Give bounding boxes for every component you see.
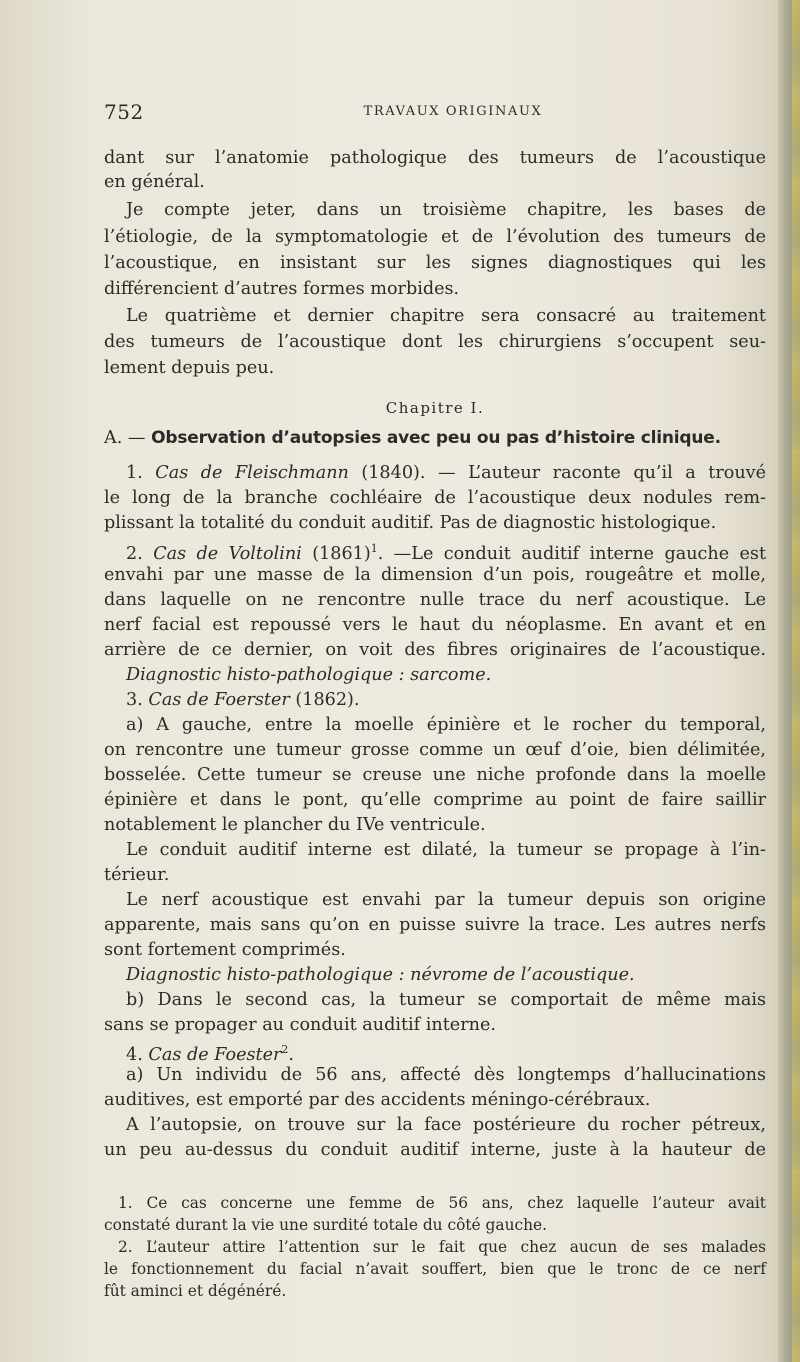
- body-line: l’étiologie, de la symptomatologie et de l’évolution des tumeurs de: [104, 227, 766, 247]
- case-name: Cas de Voltolini: [153, 543, 302, 564]
- page-header: [104, 100, 766, 124]
- body-line: sans se propager au conduit auditif interne.: [104, 1015, 496, 1035]
- body-line: des tumeurs de l’acoustique dont les chirurgiens s’occupent seu-: [104, 332, 766, 352]
- case-name: Cas de Foester: [148, 1044, 282, 1065]
- case-number: 4.: [126, 1044, 143, 1065]
- body-line: notablement le plancher du IVe ventricule.: [104, 815, 486, 835]
- case-punct: .: [288, 1044, 294, 1065]
- case-3-heading: [104, 689, 766, 711]
- footnote: le fonctionnement du facial n’avait souffert, bien que le tronc de ce nerf: [104, 1260, 766, 1278]
- body-line: Le conduit auditif interne est dilaté, la tumeur se propage à l’in-: [126, 840, 766, 860]
- diagnosis: Diagnostic histo-pathologique : sarcome.: [126, 665, 492, 685]
- body-line: b) Dans le second cas, la tumeur se comportait de même mais: [126, 990, 766, 1010]
- book-edge-strip: [792, 0, 800, 1362]
- body-line: auditives, est emporté par des accidents méningo-cérébraux.: [104, 1090, 651, 1110]
- body-line: Je compte jeter, dans un troisième chapitre, les bases de: [126, 200, 766, 220]
- diagnosis: Diagnostic histo-pathologique : névrome de l’acoustique.: [126, 965, 635, 985]
- body-line: Le nerf acoustique est envahi par la tumeur depuis son origine: [126, 890, 766, 910]
- body-line: dant sur l’anatomie pathologique des tumeurs de l’acoustique: [104, 148, 766, 168]
- footnote: 1. Ce cas concerne une femme de 56 ans, chez laquelle l’auteur avait: [118, 1194, 766, 1212]
- body-line: bosselée. Cette tumeur se creuse une niche profonde dans la moelle: [104, 765, 766, 785]
- body-line: sont fortement comprimés.: [104, 940, 346, 960]
- case-year: (1862).: [295, 690, 360, 710]
- section-prefix: A. —: [104, 428, 146, 448]
- case-text: . —Le conduit auditif interne gauche est: [377, 543, 767, 564]
- footnote: 2. L’auteur attire l’attention sur le fait que chez aucun de ses malades: [118, 1238, 766, 1256]
- running-head: TRAVAUX ORIGINAUX: [363, 104, 543, 119]
- chapter-heading: Chapitre I.: [385, 399, 485, 417]
- body-line: A l’autopsie, on trouve sur la face postérieure du rocher pétreux,: [126, 1115, 766, 1135]
- body-line: plissant la totalité du conduit auditif. Pas de diagnostic histologique.: [104, 513, 717, 533]
- body-line: le long de la branche cochléaire de l’acoustique deux nodules rem-: [104, 488, 766, 508]
- case-4-heading: [104, 1039, 766, 1066]
- case-2-heading: [104, 538, 766, 565]
- body-line: épinière et dans le pont, qu’elle comprime au point de faire saillir: [104, 790, 766, 810]
- page-number: 752: [104, 100, 144, 124]
- body-line: l’acoustique, en insistant sur les signes diagnostiques qui les: [104, 253, 766, 273]
- body-line: différencient d’autres formes morbides.: [104, 279, 460, 299]
- body-line: Le quatrième et dernier chapitre sera consacré au traitement: [126, 306, 766, 326]
- body-line: en général.: [104, 172, 205, 192]
- body-line: a) Un individu de 56 ans, affecté dès longtemps d’hallucinations: [126, 1065, 766, 1085]
- footnote: fût aminci et dégénéré.: [104, 1282, 287, 1300]
- case-name: Cas de Foerster: [148, 690, 290, 710]
- case-name: Cas de Fleischmann: [155, 463, 349, 483]
- section-heading: [104, 427, 766, 449]
- case-number: 3.: [126, 690, 143, 710]
- body-line: envahi par une masse de la dimension d’un pois, rougeâtre et molle,: [104, 565, 766, 585]
- body-line: apparente, mais sans qu’on en puisse suivre la trace. Les autres nerfs: [104, 915, 766, 935]
- section-title: Observation d’autopsies avec peu ou pas d’histoire clinique.: [151, 428, 721, 448]
- case-text: — L’auteur raconte qu’il a trouvé: [437, 463, 767, 483]
- body-line: a) A gauche, entre la moelle épinière et le rocher du temporal,: [126, 715, 766, 735]
- case-1-heading: [104, 462, 766, 484]
- body-line: on rencontre une tumeur grosse comme un œuf d’oie, bien délimitée,: [104, 740, 766, 760]
- footnote-ref: 1: [370, 542, 378, 555]
- body-line: lement depuis peu.: [104, 358, 275, 378]
- case-number: 2.: [126, 543, 143, 564]
- body-line: un peu au-dessus du conduit auditif interne, juste à la hauteur de: [104, 1140, 766, 1160]
- body-line: nerf facial est repoussé vers le haut du néoplasme. En avant et en: [104, 615, 766, 635]
- body-line: arrière de ce dernier, on voit des fibres originaires de l’acoustique.: [104, 640, 766, 660]
- case-year: (1861): [312, 543, 371, 564]
- body-line: dans laquelle on ne rencontre nulle trace du nerf acoustique. Le: [104, 590, 766, 610]
- footnote-ref: 2: [281, 1043, 289, 1056]
- footnote: constaté durant la vie une surdité totale du côté gauche.: [104, 1216, 548, 1234]
- body-line: térieur.: [104, 865, 170, 885]
- case-year: (1840).: [361, 463, 426, 483]
- case-number: 1.: [126, 463, 143, 483]
